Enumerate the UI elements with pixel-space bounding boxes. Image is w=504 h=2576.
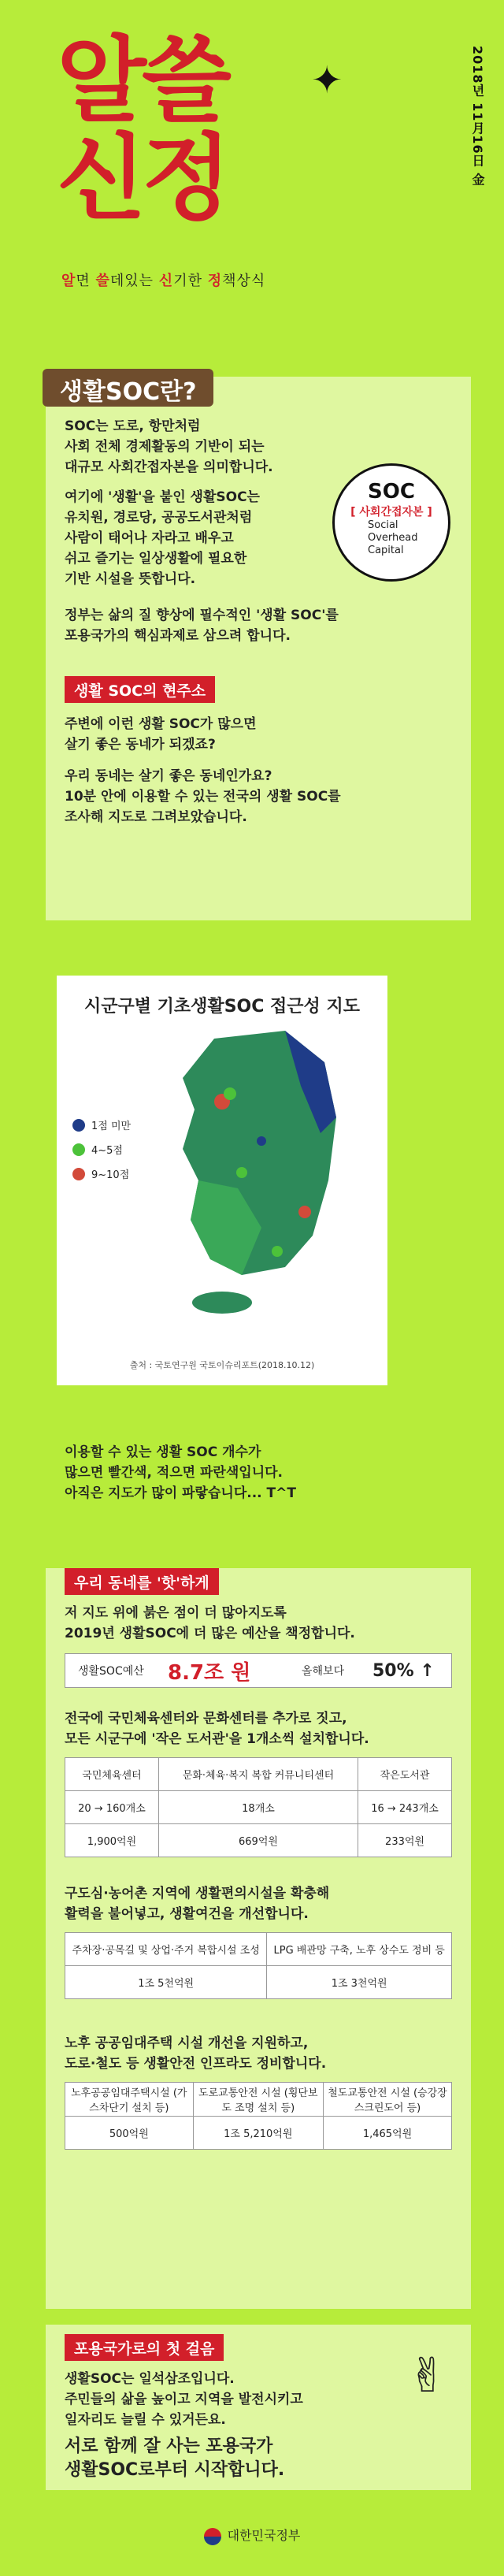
tagline-part: 책상식 bbox=[222, 273, 266, 289]
text-line: 많으면 빨간색, 적으면 파란색입니다. bbox=[65, 1465, 284, 1481]
soc-speech-bubble bbox=[332, 463, 450, 582]
section-heading-closing: 포용국가로의 첫 걸음 bbox=[65, 2334, 224, 2361]
three-fingers-hand-icon: ✌ bbox=[407, 2348, 447, 2403]
text-line: 생활SOC는 일석삼조입니다. bbox=[65, 2371, 235, 2387]
budget-value: 8.7조 원 bbox=[168, 1660, 251, 1685]
text-line: 기반 시설을 뜻합니다. bbox=[65, 571, 196, 587]
legend-label: 1점 미만 bbox=[91, 1121, 132, 1132]
soc-access-map bbox=[57, 976, 387, 1385]
text-line: 쉬고 즐기는 일상생활에 필요한 bbox=[65, 551, 247, 567]
sparkle-icon: ✦ bbox=[311, 58, 343, 102]
table-row bbox=[65, 1933, 452, 1966]
tagline bbox=[61, 269, 265, 290]
tagline-part: 쓸 bbox=[95, 273, 110, 289]
text-line: 일자리도 늘릴 수 있거든요. bbox=[65, 2412, 226, 2428]
tagline-part: 정 bbox=[207, 273, 223, 289]
text-line: 조사해 지도로 그려보았습니다. bbox=[65, 809, 247, 825]
legend-dot bbox=[72, 1119, 85, 1132]
text-line: 활력을 불어넣고, 생활여건을 개선합니다. bbox=[65, 1906, 309, 1922]
tagline-part: 면 bbox=[76, 273, 96, 289]
map-source: 출처 : 국토연구원 국토이슈리포트(2018.10.12) bbox=[129, 1360, 315, 1370]
title-line-1: 알쓸 bbox=[57, 26, 227, 135]
table-cell: 1,465억원 bbox=[323, 2117, 451, 2150]
bubble-english bbox=[335, 519, 448, 557]
table-row bbox=[65, 1966, 452, 1999]
tagline-part: 기한 bbox=[173, 273, 208, 289]
text-line: 포용국가의 핵심과제로 삼으려 합니다. bbox=[65, 628, 291, 644]
plan-paragraph-4 bbox=[65, 2033, 326, 2074]
plan-paragraph-1 bbox=[65, 1603, 355, 1644]
safety-table bbox=[65, 2082, 452, 2150]
text-line: 생활SOC로부터 시작합니다. bbox=[65, 2460, 285, 2480]
table-row bbox=[65, 1824, 452, 1857]
tagline-part: 신 bbox=[158, 273, 174, 289]
text-line: 구도심·농어촌 지역에 생활편의시설을 확충해 bbox=[65, 1886, 330, 1901]
text-line: 우리 동네는 살기 좋은 동네인가요? bbox=[65, 768, 272, 784]
text-line: 사람이 태어나 자라고 배우고 bbox=[65, 530, 234, 546]
table-header: 문화·체육·복지 복합 커뮤니티센터 bbox=[158, 1758, 358, 1791]
text-line: 대규모 사회간접자본을 의미합니다. bbox=[65, 459, 273, 475]
header bbox=[0, 0, 504, 355]
text-line: 유치원, 경로당, 공공도서관처럼 bbox=[65, 510, 253, 526]
table-cell: 1,900억원 bbox=[65, 1824, 159, 1857]
status-paragraph-2 bbox=[65, 766, 341, 827]
closing-paragraph-2 bbox=[65, 2435, 284, 2482]
budget-compare-value: 50% ↑ bbox=[372, 1660, 435, 1681]
legend-label: 4~5점 bbox=[91, 1145, 123, 1157]
legend-item bbox=[72, 1166, 131, 1181]
map-legend bbox=[72, 1117, 131, 1191]
closing-panel bbox=[46, 2325, 471, 2490]
closing-paragraph-1 bbox=[65, 2369, 303, 2430]
section-heading-status: 생활 SOC의 현주소 bbox=[65, 676, 215, 703]
text-line: 모든 시군구에 '작은 도서관'을 1개소씩 설치합니다. bbox=[65, 1731, 369, 1747]
text-line: 정부는 삶의 질 향상에 필수적인 '생활 SOC'를 bbox=[65, 608, 339, 623]
bubble-abbr: SOC bbox=[368, 480, 415, 504]
legend-item bbox=[72, 1142, 131, 1157]
intro-paragraph-1 bbox=[65, 416, 273, 478]
plan-paragraph-2 bbox=[65, 1708, 369, 1749]
tagline-part: 알 bbox=[61, 273, 76, 289]
map-blue-spot bbox=[257, 1136, 266, 1146]
table-header: 국민체육센터 bbox=[65, 1758, 159, 1791]
table-row bbox=[65, 1758, 452, 1791]
text-line: 사회 전체 경제활동의 기반이 되는 bbox=[65, 439, 265, 455]
text-line: 도로·철도 등 생활안전 인프라도 정비합니다. bbox=[65, 2056, 327, 2072]
table-header: LPG 배관망 구축, 노후 상수도 정비 등 bbox=[267, 1933, 452, 1966]
map-green-spot bbox=[224, 1087, 236, 1100]
text-line: 이용할 수 있는 생활 SOC 개수가 bbox=[65, 1444, 261, 1460]
intro-paragraph-3 bbox=[65, 605, 339, 646]
text-line: 노후 공공임대주택 시설 개선을 지원하고, bbox=[65, 2035, 309, 2051]
tagline-part: 데있는 bbox=[109, 273, 159, 289]
footer-label: 대한민국정부 bbox=[227, 2528, 301, 2543]
text-line: 전국에 국민체육센터와 문화센터를 추가로 짓고, bbox=[65, 1711, 347, 1727]
footer bbox=[0, 2526, 504, 2545]
title-line-2: 신정 bbox=[57, 124, 227, 232]
status-paragraph-1 bbox=[65, 714, 257, 755]
text-line: 주변에 이런 생활 SOC가 많으면 bbox=[65, 716, 257, 732]
map-explanation bbox=[65, 1442, 296, 1504]
map-green-spot bbox=[236, 1167, 247, 1178]
text-line: 주민들의 삶을 높이고 지역을 발전시키고 bbox=[65, 2392, 303, 2407]
legend-label: 9~10점 bbox=[91, 1169, 130, 1181]
table-cell: 1조 5,210억원 bbox=[193, 2117, 323, 2150]
table-cell: 18개소 bbox=[158, 1791, 358, 1824]
text-line: 아직은 지도가 많이 파랗습니다... T^T bbox=[65, 1485, 296, 1501]
table-cell: 500억원 bbox=[65, 2117, 194, 2150]
table-cell: 20 → 160개소 bbox=[65, 1791, 159, 1824]
text-line: 서로 함께 잘 사는 포용국가 bbox=[65, 2437, 273, 2456]
text-line: 저 지도 위에 붉은 점이 더 많아지도록 bbox=[65, 1605, 287, 1621]
budget-label: 생활SOC예산 bbox=[78, 1665, 144, 1678]
bubble-en-line: Capital bbox=[368, 545, 404, 556]
budget-compare-label: 올해보다 bbox=[302, 1665, 345, 1678]
text-line: 10분 안에 이용할 수 있는 전국의 생활 SOC를 bbox=[65, 789, 341, 805]
regeneration-table bbox=[65, 1932, 452, 1999]
government-emblem-icon bbox=[204, 2528, 221, 2545]
table-cell: 669억원 bbox=[158, 1824, 358, 1857]
korea-map-graphic bbox=[167, 1031, 348, 1330]
facility-table bbox=[65, 1757, 452, 1857]
bubble-korean: [ 사회간접자본 ] bbox=[350, 506, 432, 519]
text-line: 여기에 '생활'을 붙인 생활SOC는 bbox=[65, 489, 260, 505]
table-cell: 1조 3천억원 bbox=[267, 1966, 452, 1999]
plan-panel bbox=[46, 1568, 471, 2309]
map-title: 시군구별 기초생활SOC 접근성 지도 bbox=[84, 997, 360, 1017]
table-row bbox=[65, 2117, 452, 2150]
text-line: SOC는 도로, 항만처럼 bbox=[65, 418, 201, 434]
table-header: 철도교통안전 시설 (승강장 스크린도어 등) bbox=[323, 2083, 451, 2117]
issue-date: 2018년 11月16日 金 bbox=[470, 46, 485, 187]
section-heading-intro: 생활SOC란? bbox=[43, 369, 213, 407]
table-cell: 16 → 243개소 bbox=[358, 1791, 452, 1824]
section-heading-plan: 우리 동네를 '핫'하게 bbox=[65, 1568, 219, 1595]
bubble-en-line: Social bbox=[368, 519, 398, 531]
budget-summary bbox=[65, 1653, 452, 1688]
text-line: 살기 좋은 동네가 되겠죠? bbox=[65, 737, 216, 753]
table-header: 노후공공임대주택시설 (가스차단기 설치 등) bbox=[65, 2083, 194, 2117]
legend-item bbox=[72, 1117, 131, 1132]
intro-panel bbox=[46, 377, 471, 920]
table-cell: 233억원 bbox=[358, 1824, 452, 1857]
intro-paragraph-2 bbox=[65, 487, 260, 589]
text-line: 2019년 생활SOC에 더 많은 예산을 책정합니다. bbox=[65, 1626, 355, 1641]
page-title bbox=[57, 26, 227, 232]
table-header: 주차장·공목길 및 상업·주거 복합시설 조성 bbox=[65, 1933, 267, 1966]
table-row bbox=[65, 2083, 452, 2117]
table-header: 작은도서관 bbox=[358, 1758, 452, 1791]
map-jeju-island bbox=[192, 1292, 252, 1314]
map-green-spot bbox=[272, 1246, 283, 1257]
legend-dot bbox=[72, 1168, 85, 1180]
legend-dot bbox=[72, 1143, 85, 1156]
table-row bbox=[65, 1791, 452, 1824]
bubble-en-line: Overhead bbox=[368, 532, 418, 544]
table-header: 도로교통안전 시설 (횡단보도 조명 설치 등) bbox=[193, 2083, 323, 2117]
table-cell: 1조 5천억원 bbox=[65, 1966, 267, 1999]
map-red-spot bbox=[298, 1206, 311, 1218]
plan-paragraph-3 bbox=[65, 1883, 329, 1924]
